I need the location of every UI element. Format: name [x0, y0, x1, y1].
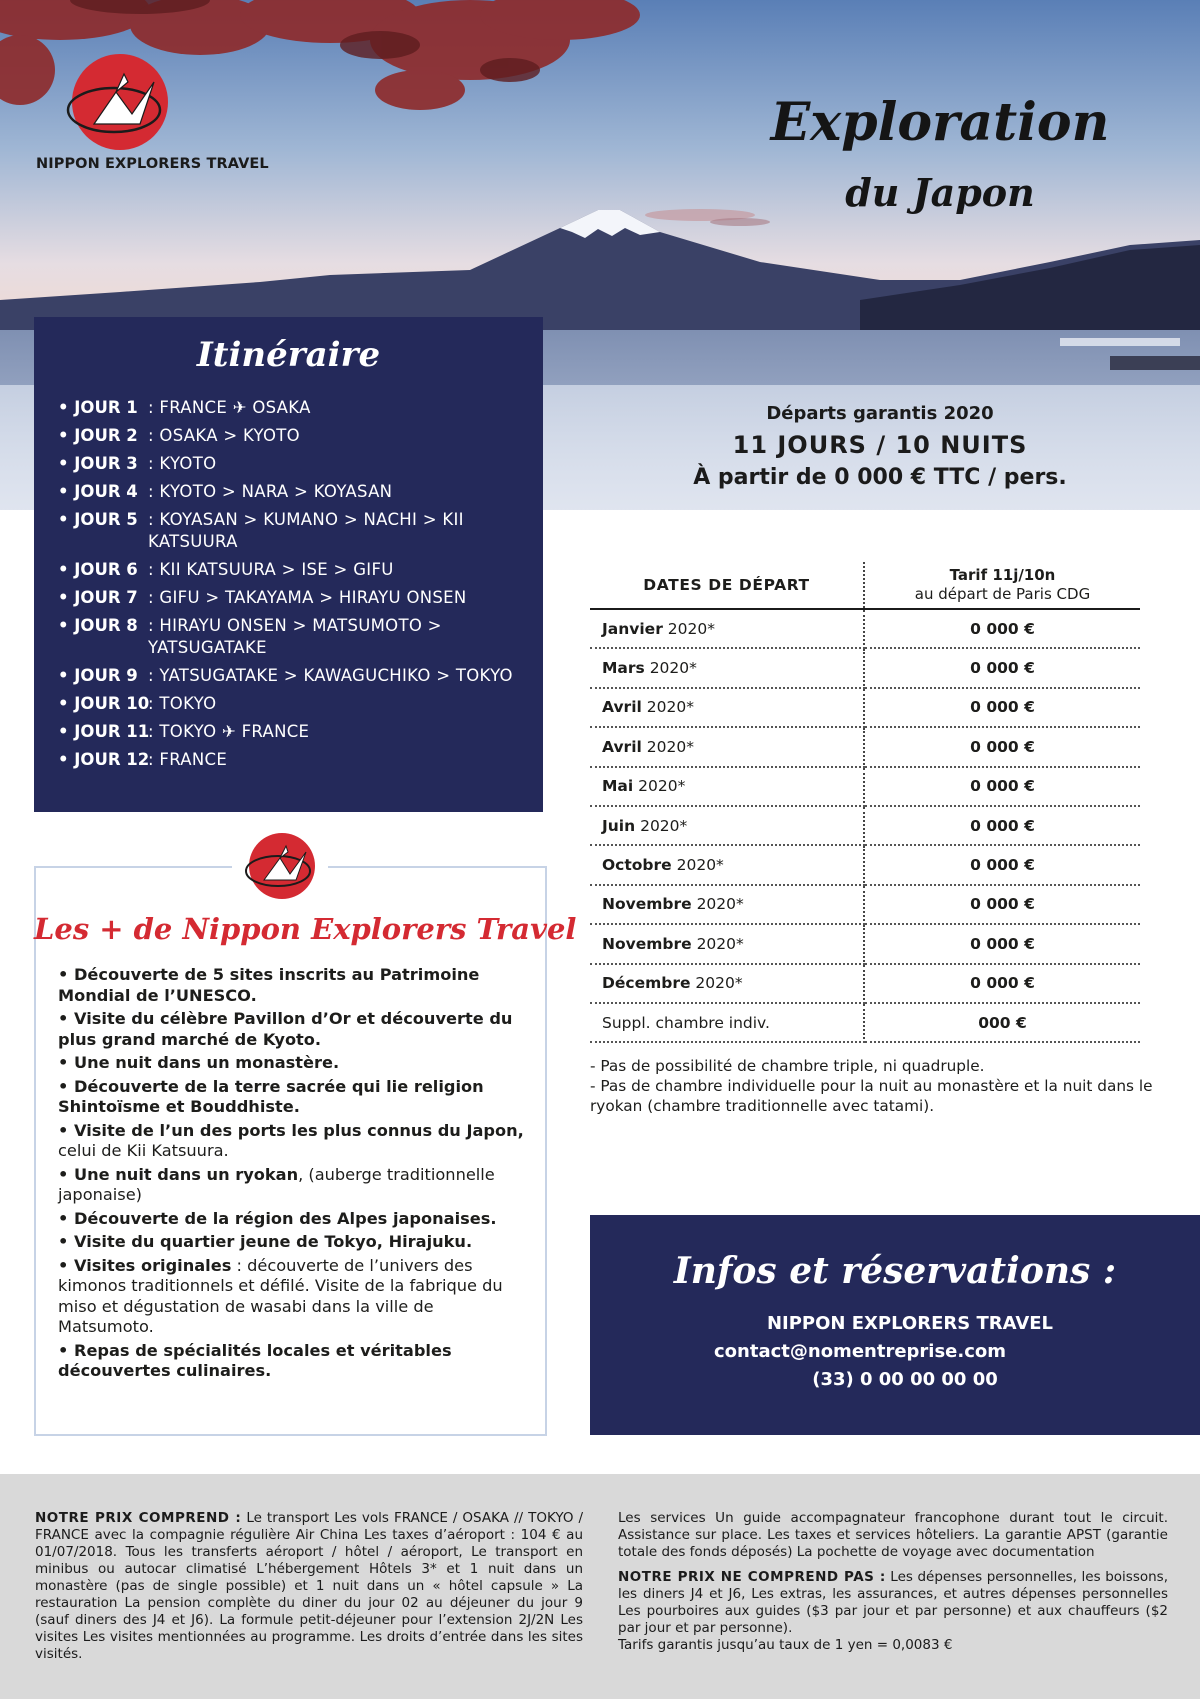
departures-summary [600, 400, 1160, 494]
contact-panel [590, 1215, 1200, 1435]
day-label: • JOUR 6 [58, 560, 138, 579]
departure-date: Juin 2020* [590, 806, 864, 845]
contact-email[interactable]: contact@nomentreprise.com [714, 1341, 1007, 1362]
itinerary-day [58, 397, 538, 419]
table-row [590, 924, 1140, 963]
itinerary-panel [34, 317, 543, 812]
single-supplement-price: 000 € [864, 1003, 1140, 1042]
highlight-item: • Une nuit dans un ryokan, (auberge traditionnelle japonaise) [58, 1164, 495, 1204]
departure-date: Avril 2020* [590, 688, 864, 727]
contact-phone[interactable]: (33) 0 00 00 00 00 [812, 1369, 998, 1390]
highlight-item: • Découverte de 5 sites inscrits au Patrimoine Mondial de l’UNESCO. [58, 965, 480, 1005]
day-label: • JOUR 10 [58, 694, 150, 713]
highlight-item: • Découverte de la terre sacrée qui lie religion Shintoïsme et Bouddhiste. [58, 1076, 484, 1116]
highlight-item: • Visites originales : découverte de l’univers des kimonos traditionnels et défilé. Visite de la fabrique du miso et dégustation de wasabi dans la ville de Matsumoto. [58, 1255, 503, 1336]
column-header-dates: DATES DE DÉPART [590, 562, 864, 609]
table-row [590, 609, 1140, 648]
table-row [590, 964, 1140, 1003]
day-route: : GIFU > TAKAYAMA > HIRAYU ONSEN [148, 588, 467, 607]
departure-price: 0 000 € [864, 648, 1140, 687]
day-label: • JOUR 5 [58, 510, 138, 529]
excludes-label: NOTRE PRIX NE COMPREND PAS : [618, 1569, 886, 1585]
departure-price: 0 000 € [864, 609, 1140, 648]
day-route: : KYOTO [148, 454, 217, 473]
single-supplement-label: Suppl. chambre indiv. [590, 1003, 864, 1042]
company-logo [36, 52, 269, 182]
departure-price: 0 000 € [864, 845, 1140, 884]
highlight-item: • Découverte de la région des Alpes japonaises. [58, 1208, 497, 1228]
departure-price: 0 000 € [864, 767, 1140, 806]
departure-date: Novembre 2020* [590, 924, 864, 963]
itinerary-day [58, 749, 538, 771]
highlight-item: • Visite du célèbre Pavillon d’Or et découverte du plus grand marché de Kyoto. [58, 1009, 513, 1049]
day-label: • JOUR 11 [58, 722, 150, 741]
highlights-list [58, 965, 528, 1385]
day-label: • JOUR 7 [58, 588, 138, 607]
departure-date: Janvier 2020* [590, 609, 864, 648]
day-route: : KII KATSUURA > ISE > GIFU [148, 560, 394, 579]
day-route: : TOKYO ✈ FRANCE [148, 722, 310, 741]
table-row [590, 1003, 1140, 1042]
includes-label: NOTRE PRIX COMPREND : [35, 1510, 242, 1526]
pricing-header-row [590, 562, 1140, 609]
table-row [590, 885, 1140, 924]
column-header-price: Tarif 11j/10n au départ de Paris CDG [864, 562, 1140, 609]
departure-date: Décembre 2020* [590, 964, 864, 1003]
departure-date: Novembre 2020* [590, 885, 864, 924]
itinerary-day [58, 587, 538, 609]
highlight-item: • Une nuit dans un monastère. [58, 1053, 340, 1072]
table-row [590, 845, 1140, 884]
day-route: : KYOTO > NARA > KOYASAN [148, 482, 393, 501]
day-route: : OSAKA > KYOTO [148, 426, 300, 445]
day-label: • JOUR 4 [58, 482, 138, 501]
page-title: Exploration [770, 92, 1110, 153]
day-label: • JOUR 9 [58, 666, 138, 685]
excludes-text: Les dépenses personnelles, les boissons, les diners J4 et J6, Les extras, les assurances, et autres dépenses personnelles Les pourboires aux guides ($3 par jour et par personne) et aux chauffeurs ($2 par jour et par personne). [618, 1569, 1168, 1636]
itinerary-day [58, 693, 538, 715]
departure-date: Avril 2020* [590, 727, 864, 766]
day-label: • JOUR 1 [58, 398, 138, 417]
plane-icon: ✈ [221, 722, 237, 741]
origami-crane-icon [232, 830, 328, 902]
plane-icon: ✈ [232, 398, 247, 417]
departure-date: Mai 2020* [590, 767, 864, 806]
itinerary-day [58, 665, 538, 687]
day-route: : TOKYO [148, 694, 217, 713]
day-route: : YATSUGATAKE > KAWAGUCHIKO > TOKYO [148, 666, 513, 685]
price-from: À partir de 0 000 € TTC / pers. [693, 465, 1067, 490]
origami-crane-icon [36, 52, 216, 156]
itinerary-list [58, 397, 538, 777]
includes-text: Le transport Les vols FRANCE / OSAKA // TOKYO / FRANCE avec la compagnie régulière Air China Les taxes d’aéroport : 104 € au 01/07/2018. Tous les transferts aéroport / hôtel / aéroport, Le transport en minibus ou autocar climatisé L’hébergement Hôtels 3* et 1 nuit dans un monastère (pas de single possible) et 1 nuit dans un « hôtel capsule » La restauration La pension complète du diner du jour 02 au déjeuner du jour 9 (sauf diners des J4 et J6). La formule petit-déjeuner pour l’extension 2J/2N Les visites Les visites mentionnées au programme. Les droits d’entrée dans les sites visités. [35, 1510, 584, 1662]
departure-price: 0 000 € [864, 885, 1140, 924]
itinerary-day [58, 615, 538, 659]
pricing-note: - Pas de chambre individuelle pour la nuit au monastère et la nuit dans le ryokan (chambre traditionnelle avec tatami). [590, 1077, 1153, 1115]
pricing-notes [590, 1056, 1162, 1116]
day-route: : HIRAYU ONSEN > MATSUMOTO > YATSUGATAKE [148, 616, 442, 657]
departure-date: Mars 2020* [590, 648, 864, 687]
itinerary-day [58, 481, 538, 503]
departure-price: 0 000 € [864, 964, 1140, 1003]
itinerary-day [58, 509, 538, 553]
itinerary-day [58, 453, 538, 475]
day-route: : FRANCE ✈ OSAKA [148, 398, 311, 417]
departure-date: Octobre 2020* [590, 845, 864, 884]
contact-company: NIPPON EXPLORERS TRAVEL [766, 1313, 1054, 1334]
departures-label: Départs garantis 2020 [766, 403, 994, 424]
highlight-item: • Visite du quartier jeune de Tokyo, Hirajuku. [58, 1232, 473, 1251]
table-row [590, 688, 1140, 727]
table-row [590, 806, 1140, 845]
day-label: • JOUR 8 [58, 616, 138, 635]
itinerary-title: Itinéraire [196, 335, 381, 375]
services-text: Les services Un guide accompagnateur francophone durant tout le circuit. Assistance sur place. Les taxes et services hôteliers. La garantie APST (garantie totale des fonds déposés) La pochette de voyage avec documentation [618, 1510, 1168, 1560]
itinerary-day [58, 425, 538, 447]
day-label: • JOUR 2 [58, 426, 138, 445]
day-label: • JOUR 3 [58, 454, 138, 473]
rate-note: Tarifs garantis jusqu’au taux de 1 yen = 0,0083 € [618, 1637, 953, 1653]
company-logo-name: NIPPON EXPLORERS TRAVEL [36, 156, 269, 172]
itinerary-day [58, 559, 538, 581]
contact-title: Infos et réservations : [673, 1250, 1117, 1292]
footer-includes [35, 1510, 583, 1671]
departure-price: 0 000 € [864, 688, 1140, 727]
pricing-table [590, 562, 1140, 1043]
page-subtitle: du Japon [845, 170, 1035, 215]
day-route: : FRANCE [148, 750, 228, 769]
pricing-note: - Pas de possibilité de chambre triple, ni quadruple. [590, 1057, 985, 1075]
highlight-item: • Visite de l’un des ports les plus connus du Japon, celui de Kii Katsuura. [58, 1120, 524, 1160]
table-row [590, 767, 1140, 806]
footer-excludes [618, 1510, 1168, 1662]
highlight-item: • Repas de spécialités locales et véritables découvertes culinaires. [58, 1340, 452, 1380]
table-row [590, 648, 1140, 687]
departure-price: 0 000 € [864, 727, 1140, 766]
day-label: • JOUR 12 [58, 750, 150, 769]
trip-duration: 11 JOURS / 10 NUITS [732, 431, 1028, 459]
departure-price: 0 000 € [864, 806, 1140, 845]
footer-terms [0, 1474, 1200, 1699]
itinerary-day [58, 721, 538, 743]
table-row [590, 727, 1140, 766]
day-route: : KOYASAN > KUMANO > NACHI > KII KATSUURA [148, 510, 464, 551]
departure-price: 0 000 € [864, 924, 1140, 963]
highlights-logo [232, 830, 328, 902]
highlights-title: Les + de Nippon Explorers Travel [34, 912, 577, 946]
